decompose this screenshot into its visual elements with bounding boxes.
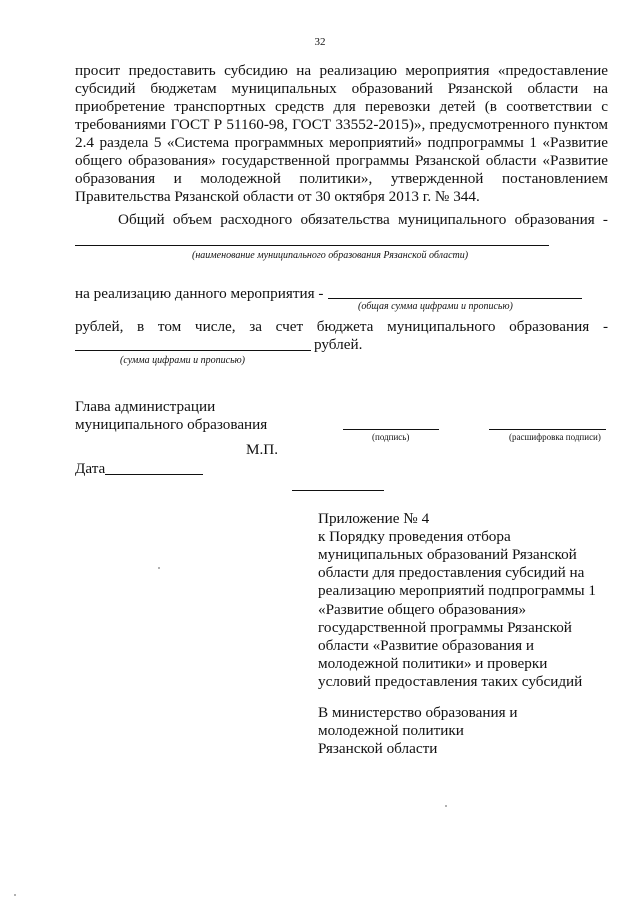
caption-decoding: (расшифровка подписи) [509,432,601,442]
paragraph-line-4: требованиями ГОСТ Р 51160-98, ГОСТ 33552-2015)», предусмотренного пунктом [75,116,608,133]
sum-blank [75,350,311,351]
appendix-line-9: молодежной политики» и проверки [318,655,548,672]
event-line: на реализацию данного мероприятия - [75,285,324,302]
appendix-line-6: «Развитие общего образования» [318,601,527,618]
appendix-line-1: Приложение № 4 [318,510,430,527]
caption-sum: (сумма цифрами и прописью) [120,355,246,366]
addressee-line-3: Рязанской области [318,740,438,757]
municipality-blank [75,245,549,246]
paragraph-line-1: просит предоставить субсидию на реализацию мероприятия «предоставление [75,62,608,79]
caption-municipality: (наименование муниципального образования Рязанской области) [192,250,469,261]
rubles-line: рублей, в том числе, за счет бюджета муниципального образования - [75,318,608,335]
paragraph-line-6: общего образования» государственной программы Рязанской области «Развитие [75,152,608,169]
seal-mark: М.П. [246,441,279,458]
total-sum-blank [328,298,582,299]
appendix-line-8: области «Развитие образования и [318,637,534,654]
appendix-line-4: области для предоставления субсидий на [318,564,585,581]
paragraph-line-7: образования и молодежной политики», утвержденной постановлением [75,170,608,187]
appendix-line-5: реализацию мероприятий подпрограммы 1 [318,582,597,599]
page-number: 32 [314,36,326,48]
addressee-line-2: молодежной политики [318,722,464,739]
scan-speck [14,894,16,896]
separator-line [292,490,384,491]
appendix-line-2: к Порядку проведения отбора [318,528,511,545]
paragraph-line-3: приобретение транспортных средств для перевозки детей (в соответствии с [75,98,608,115]
head-title-2: муниципального образования [75,416,268,433]
decoding-blank [489,429,606,430]
caption-signature: (подпись) [372,432,410,442]
head-title-1: Глава администрации [75,398,216,415]
date-blank [105,474,203,475]
paragraph-line-5: 2.4 раздела 5 «Система программных мероприятий» подпрограммы 1 «Развитие [75,134,608,151]
paragraph-line-2: субсидий бюджетам муниципальных образований Рязанской области на [75,80,608,97]
date-label: Дата [75,460,106,477]
appendix-line-7: государственной программы Рязанской [318,619,572,636]
appendix-line-10: условий предоставления таких субсидий [318,673,583,690]
paragraph-line-8: Правительства Рязанской области от 30 октября 2013 г. № 344. [75,188,480,205]
obligation-line: Общий объем расходного обязательства муниципального образования - [118,211,608,228]
signature-blank [343,429,439,430]
addressee-line-1: В министерство образования и [318,704,518,721]
scan-speck [445,805,447,807]
caption-total-sum: (общая сумма цифрами и прописью) [358,301,513,312]
scan-speck [158,567,160,569]
rubles-suffix: рублей. [314,336,363,353]
appendix-line-3: муниципальных образований Рязанской [318,546,577,563]
